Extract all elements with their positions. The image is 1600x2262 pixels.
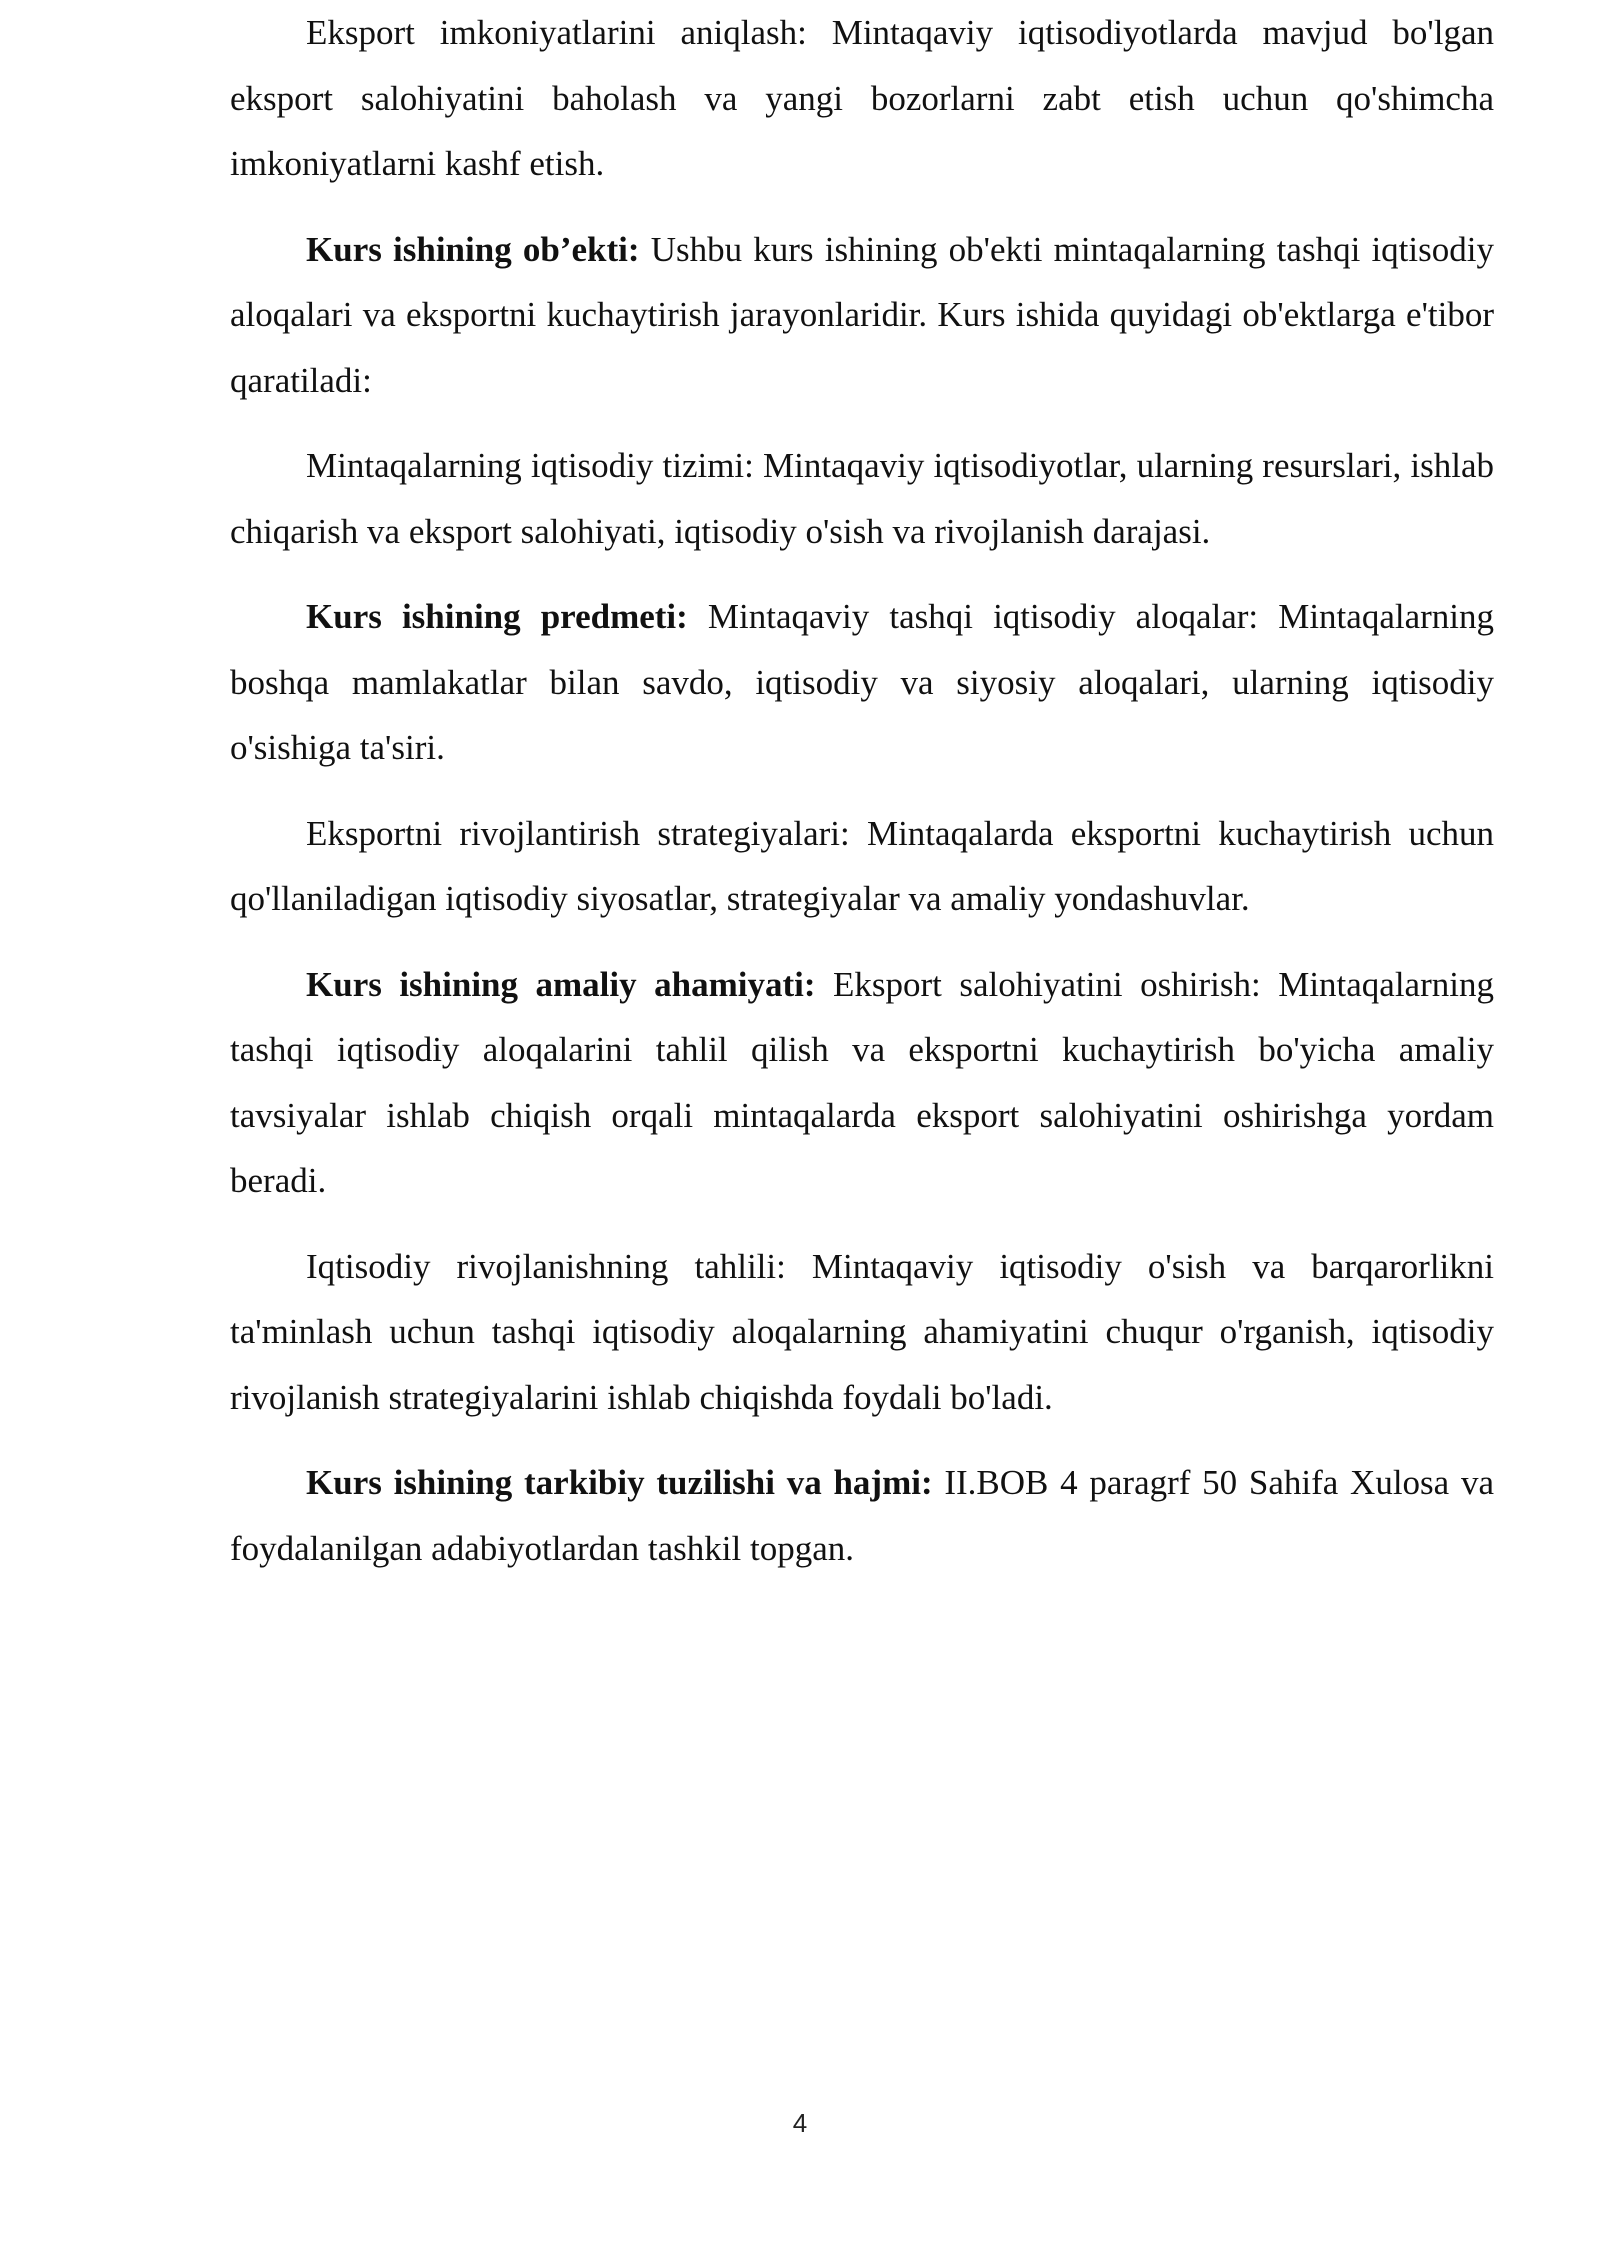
paragraph-text: Eksport salohiyatini oshirish: Mintaqalarning tashqi iqtisodiy aloqalarini tahlil qilish va eksportni kuchaytirish bo'yicha amaliy tavsiyalar ishlab chiqish orqali mintaqalarda eksport salohiyatini oshirishga yordam beradi. (230, 964, 1494, 1200)
paragraph-course-subject (230, 584, 1494, 781)
paragraph-development-analysis (230, 1234, 1494, 1431)
paragraph-heading: Kurs ishining ob’ekti: (306, 229, 640, 269)
paragraph-text: Mintaqaviy tashqi iqtisodiy aloqalar: Mintaqalarning boshqa mamlakatlar bilan savdo, iqtisodiy va siyosiy aloqalari, ularning iqtisodiy o'sishiga ta'siri. (230, 597, 1494, 767)
paragraph-text: Eksportni rivojlantirish strategiyalari: Mintaqalarda eksportni kuchaytirish uchun qo'llaniladigan iqtisodiy siyosatlar, strategiyalar va amaliy yondashuvlar. (230, 813, 1494, 918)
paragraph-economic-system (230, 433, 1494, 564)
paragraph-structure-volume (230, 1450, 1494, 1581)
paragraph-course-object (230, 217, 1494, 414)
paragraph-heading: Kurs ishining predmeti: (306, 597, 688, 636)
paragraph-text: Eksport imkoniyatlarini aniqlash: Mintaqaviy iqtisodiyotlarda mavjud bo'lgan eksport salohiyatini baholash va yangi bozorlarni zabt etish uchun qo'shimcha imkoniyatlarni kashf etish. (230, 13, 1494, 183)
paragraph-text: Iqtisodiy rivojlanishning tahlili: Mintaqaviy iqtisodiy o'sish va barqarorlikni ta'minlash uchun tashqi iqtisodiy aloqalarning ahamiyatini chuqur o'rganish, iqtisodiy rivojlanish strategiyalarini ishlab chiqishda foydali bo'ladi. (230, 1246, 1494, 1417)
paragraph-text: Ushbu kurs ishining ob'ekti mintaqalarning tashqi iqtisodiy aloqalari va eksportni kuchaytirish jarayonlaridir. Kurs ishida quyidagi ob'ektlarga e'tibor qaratiladi: (230, 229, 1494, 400)
paragraph-text: II.BOB 4 paragrf 50 Sahifa Xulosa va foydalanilgan adabiyotlardan tashkil topgan. (230, 1463, 1494, 1568)
page-number: 4 (792, 2108, 808, 2138)
paragraph-export-opportunities (230, 0, 1494, 197)
paragraph-text: Mintaqalarning iqtisodiy tizimi: Mintaqaviy iqtisodiyotlar, ularning resurslari, ishlab chiqarish va eksport salohiyati, iqtisodiy o'sish va rivojlanish darajasi. (230, 446, 1494, 551)
paragraph-export-strategies (230, 801, 1494, 932)
paragraph-practical-significance (230, 952, 1494, 1214)
paragraph-heading: Kurs ishining tarkibiy tuzilishi va hajmi: (306, 1463, 933, 1502)
paragraph-heading: Kurs ishining amaliy ahamiyati: (306, 964, 816, 1004)
page-body (230, 0, 1494, 1601)
